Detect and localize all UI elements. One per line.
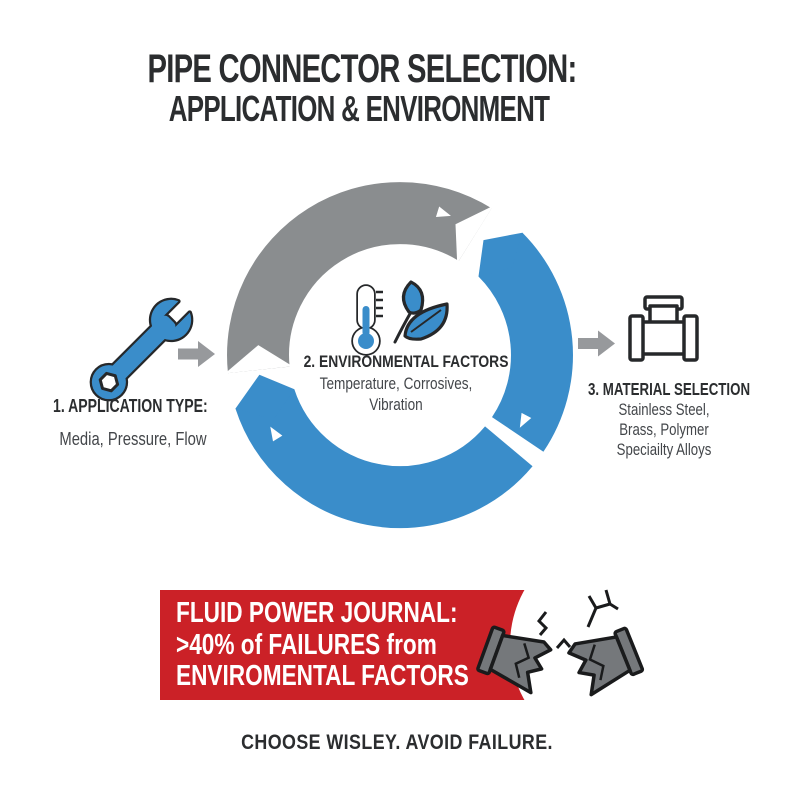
banner-line1: FLUID POWER JOURNAL: xyxy=(176,597,458,629)
thermometer-icon xyxy=(353,286,383,354)
leaf-icon xyxy=(395,282,447,342)
step2-environment-detail-line1: Temperature, Corrosives, xyxy=(319,374,473,393)
arrow-right-icon-right xyxy=(578,331,615,357)
step1-application-label: 1. APPLICATION TYPE: xyxy=(53,395,208,416)
banner-text xyxy=(176,598,472,693)
tagline: CHOOSE WISLEY. AVOID FAILURE. xyxy=(241,731,553,754)
cycle-ring xyxy=(225,206,542,497)
step3-material-detail-line2: Brass, Polymer xyxy=(619,421,709,439)
arrow-right-icon-left xyxy=(178,341,215,367)
page-title-line2: APPLICATION & ENVIRONMENT xyxy=(168,88,550,129)
banner-line2: >40% of FAILURES from xyxy=(176,628,437,661)
ring-blue-right-segment xyxy=(500,255,542,435)
pipe-tee-icon xyxy=(630,297,697,360)
step3-material-detail-line3: Speciailty Alloys xyxy=(616,441,712,459)
step3-material-details xyxy=(584,400,744,460)
page-title-line1: PIPE CONNECTOR SELECTION: xyxy=(147,47,577,91)
step2-environment-detail-line2: Vibration xyxy=(369,395,423,414)
step1-application-detail: Media, Pressure, Flow xyxy=(59,428,207,449)
banner-line3: ENVIROMENTAL FACTORS xyxy=(176,660,469,692)
step3-material-detail-line1: Stainless Steel, xyxy=(618,401,710,419)
step3-material-label: 3. MATERIAL SELECTION xyxy=(588,379,751,399)
step2-environment-label: 2. ENVIRONMENTAL FACTORS xyxy=(303,353,509,371)
